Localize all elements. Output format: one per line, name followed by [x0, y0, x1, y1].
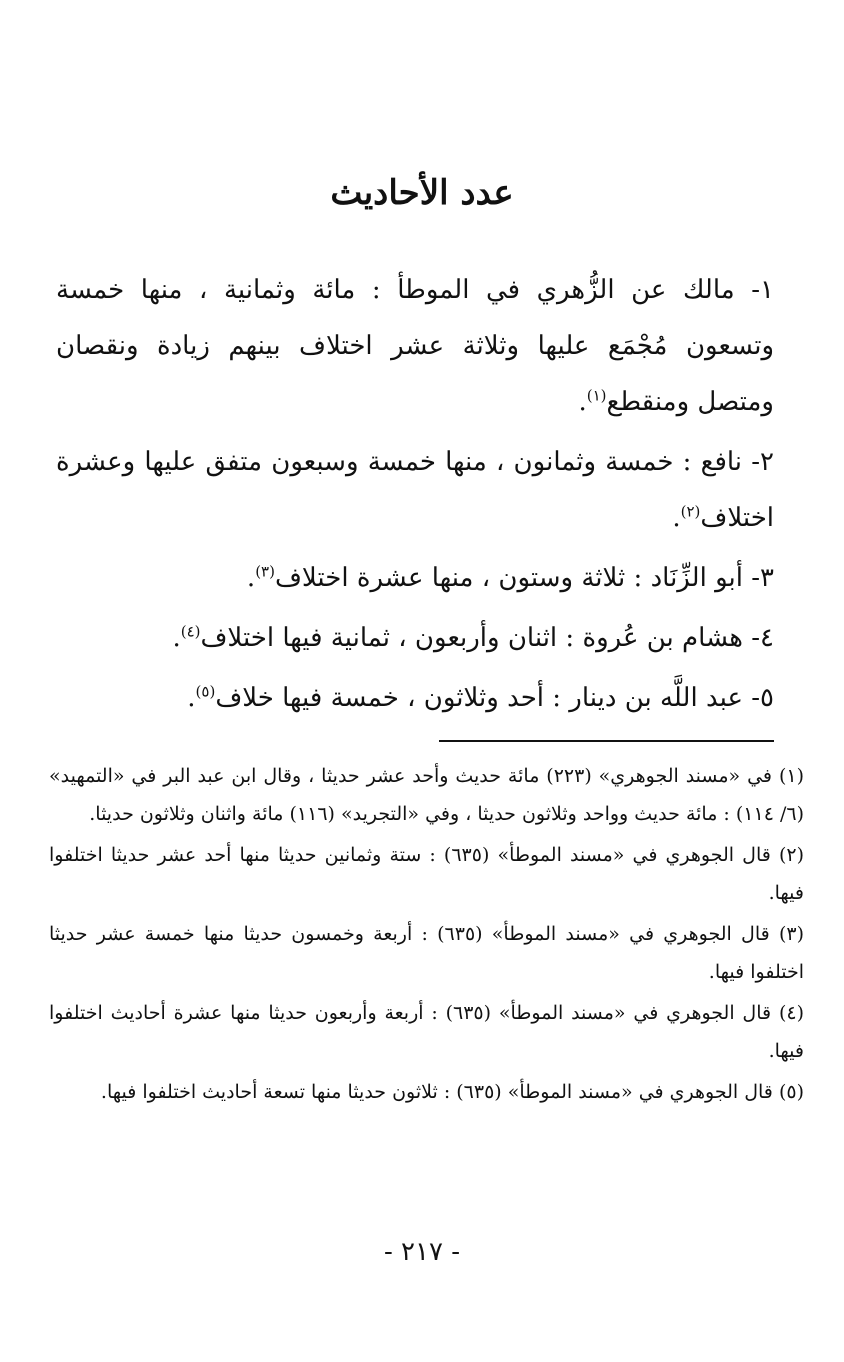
item-number: ١- — [751, 275, 774, 305]
item-end: . — [578, 387, 587, 417]
item-text: مالك عن الزُّهري في الموطأ : مائة وثمانية ، منها خمسة وتسعون مُجْمَع عليها وثلاثة عشر اختلاف بينهم زيادة ونقصان ومتصل ومنقطع — [56, 275, 774, 417]
footnote — [49, 995, 804, 1070]
item-end: . — [172, 623, 181, 653]
footnote-ref: (٢) — [680, 502, 701, 521]
footnote-number: (٤) — [778, 1002, 804, 1024]
item-text: نافع : خمسة وثمانون ، منها خمسة وسبعون متفق عليها وعشرة اختلاف — [56, 447, 774, 533]
footnote-ref: (١) — [586, 386, 607, 405]
hadith-count-list — [56, 262, 774, 726]
item-number: ٥- — [751, 683, 774, 713]
list-item — [56, 434, 774, 546]
footnote — [49, 916, 804, 991]
footnote-number: (٢) — [778, 844, 804, 866]
footnote-number: (١) — [778, 765, 804, 787]
footnote — [49, 1074, 804, 1112]
footnote-text: قال الجوهري في «مسند الموطأ» (٦٣٥) : أربعة وأربعون حديثا منها عشرة أحاديث اختلفوا فيها. — [49, 1002, 804, 1062]
item-number: ٤- — [751, 623, 774, 653]
footnote-divider — [439, 740, 774, 742]
footnotes-list — [49, 758, 804, 1116]
footnote-ref: (٥) — [195, 682, 216, 701]
item-text: عبد اللَّه بن دينار : أحد وثلاثون ، خمسة فيها خلاف — [215, 683, 743, 713]
item-end: . — [246, 563, 256, 593]
list-item — [56, 262, 774, 430]
item-end: . — [672, 503, 681, 533]
footnote-number: (٣) — [778, 923, 804, 945]
page-number: - ٢١٧ - — [383, 1237, 461, 1267]
item-text: أبو الزِّنَاد : ثلاثة وستون ، منها عشرة اختلاف — [274, 563, 743, 593]
footnote — [49, 758, 804, 833]
list-item — [56, 550, 774, 606]
item-number: ٢- — [751, 447, 774, 477]
footnote-ref: (٤) — [180, 622, 201, 641]
item-text: هشام بن عُروة : اثنان وأربعون ، ثمانية فيها اختلاف — [200, 623, 743, 653]
footnote-text: في «مسند الجوهري» (٢٢٣) مائة حديث وأحد عشر حديثا ، وقال ابن عبد البر في «التمهيد» (٦/ ١١٤) : مائة حديث وواحد وثلاثون حديثا ، وفي «التجريد» (١١٦) مائة واثنان وثلاثون حديثا. — [49, 765, 804, 825]
footnote-text: قال الجوهري في «مسند الموطأ» (٦٣٥) : ثلاثون حديثا منها تسعة أحاديث اختلفوا فيها. — [100, 1081, 773, 1103]
footnote-text: قال الجوهري في «مسند الموطأ» (٦٣٥) : ستة وثمانين حديثا منها أحد عشر حديثا اختلفوا فيها. — [49, 844, 804, 904]
item-number: ٣- — [751, 563, 774, 593]
footnote-ref: (٣) — [255, 562, 275, 581]
list-item — [56, 670, 774, 726]
footnote-text: قال الجوهري في «مسند الموطأ» (٦٣٥) : أربعة وخمسون حديثا منها خمسة عشر حديثا اختلفوا فيها. — [49, 923, 804, 983]
page-title: عدد الأحاديث — [330, 173, 514, 213]
item-end: . — [187, 683, 196, 713]
list-item — [56, 610, 774, 666]
footnote — [49, 837, 804, 912]
footnote-number: (٥) — [778, 1081, 804, 1103]
